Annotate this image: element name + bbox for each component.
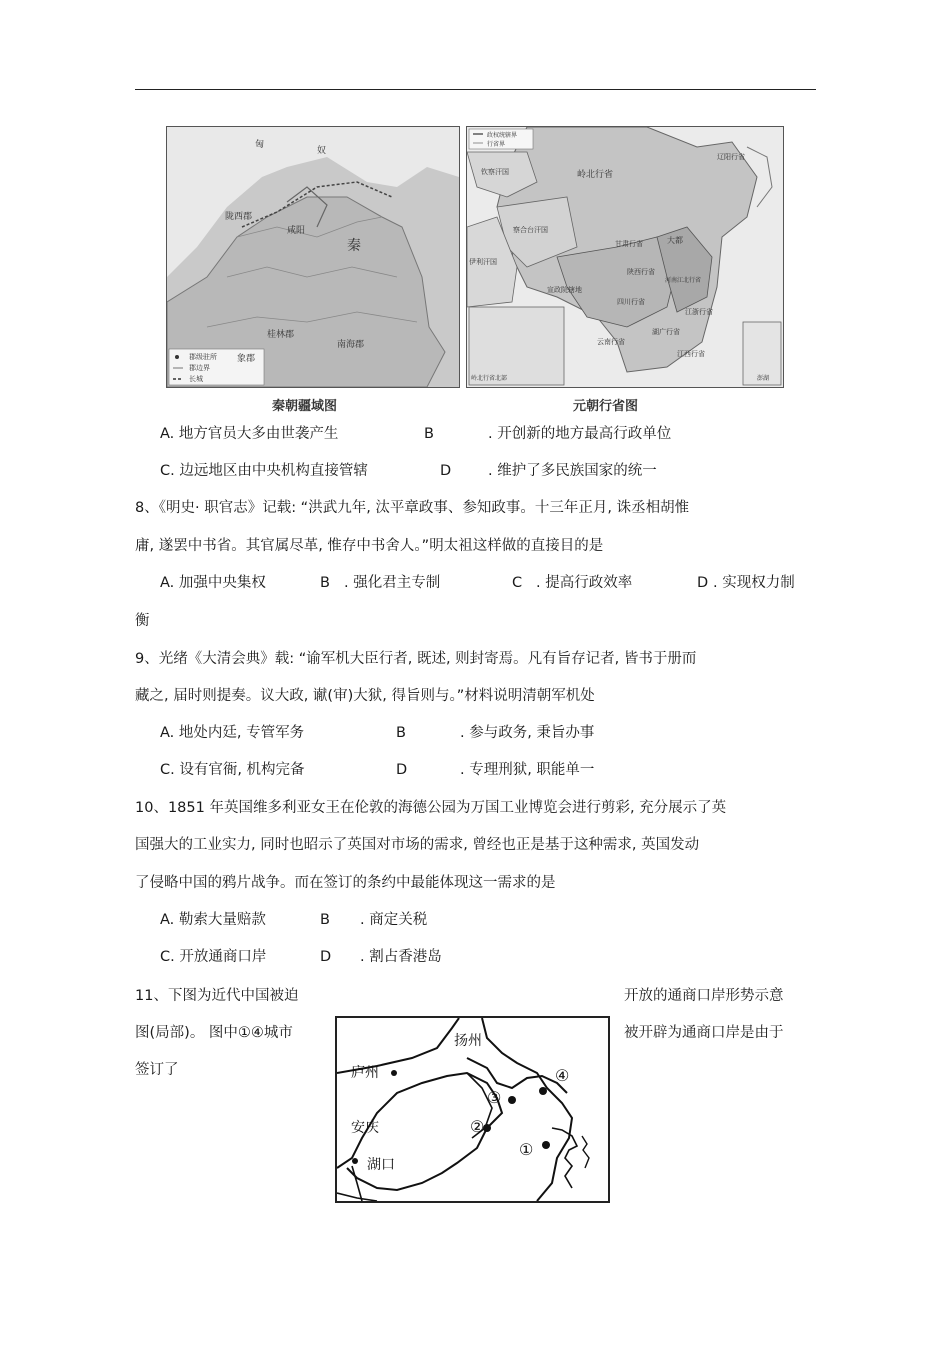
yuan-label-9: 四川行省 xyxy=(617,298,645,306)
qin-map-label-5: 桂林郡 xyxy=(267,330,295,340)
map-label-luzhou: 庐州 xyxy=(351,1065,379,1081)
yuan-label-10: 江浙行省 xyxy=(685,308,713,316)
map-marker-1: ① xyxy=(519,1140,534,1159)
yuan-label-1: 辽阳行省 xyxy=(717,153,745,161)
qin-territory-map xyxy=(166,126,460,388)
q10-option-b-letter: B xyxy=(320,912,330,928)
treaty-ports-map xyxy=(335,1016,610,1203)
q10-stem-line-2: 国强大的工业实力, 同时也昭示了英国对市场的需求, 曾经也正是基于这种需求, 英国发动 xyxy=(135,837,700,853)
map-marker-4: ④ xyxy=(555,1066,570,1085)
q7-option-a: A. 地方官员大多由世袭产生 xyxy=(160,426,339,442)
q7-option-b-letter: B xyxy=(424,426,434,442)
q9-option-d-letter: D xyxy=(396,762,408,778)
q8-option-a: A. 加强中央集权 xyxy=(160,575,266,591)
q9-option-b: . 参与政务, 秉旨办事 xyxy=(460,725,595,741)
q10-stem-line-1: 10、1851 年英国维多利亚女王在伦敦的海德公园为万国工业博览会进行剪彩, 充分展示了英 xyxy=(135,800,727,816)
qin-map-label-4: 秦 xyxy=(347,238,361,254)
qin-map-label-7: 南海郡 xyxy=(337,340,365,350)
q11-left-line-3: 签订了 xyxy=(135,1062,179,1078)
qin-legend-1: 郡边界 xyxy=(189,364,210,372)
q7-option-d: . 维护了多民族国家的统一 xyxy=(488,463,657,479)
q11-right-line-1: 开放的通商口岸形势示意 xyxy=(624,988,784,1004)
qin-legend-0: 郡级驻所 xyxy=(189,353,217,361)
yuan-label-8: 河南江北行省 xyxy=(665,277,702,284)
q9-option-b-letter: B xyxy=(396,725,406,741)
qin-map-label-2: 陇西郡 xyxy=(225,212,253,222)
yuan-label-4: 伊利汗国 xyxy=(469,258,497,266)
yuan-label-5: 甘肃行省 xyxy=(615,240,643,248)
q8-option-d: . 实现权力制 xyxy=(713,575,795,591)
map-label-yangzhou: 扬州 xyxy=(454,1033,482,1049)
yuan-legend-0: 政权统辖界 xyxy=(487,132,518,139)
q8-stem-line-1: 8、《明史· 职官志》记载: “洪武九年, 汰平章政事、参知政事。十三年正月, 诛丞相胡惟 xyxy=(135,500,690,516)
yuan-label-15: 岭北行省北部 xyxy=(471,375,508,382)
yuan-label-11: 湖广行省 xyxy=(652,328,680,336)
qin-map-label-6: 象郡 xyxy=(237,354,256,364)
qin-map-label-1: 奴 xyxy=(317,146,327,156)
q7-option-d-letter: D xyxy=(440,463,452,479)
q7-option-c: C. 边远地区由中央机构直接管辖 xyxy=(160,463,368,479)
qin-map-graphic xyxy=(167,127,459,387)
q8-option-b-letter: B xyxy=(320,575,330,591)
q10-option-b: . 商定关税 xyxy=(360,912,428,928)
map-label-anqing: 安庆 xyxy=(351,1120,379,1136)
yuan-label-0: 岭北行省 xyxy=(577,170,614,180)
qin-legend-2: 长城 xyxy=(189,375,203,383)
qin-map-caption: 秦朝疆域图 xyxy=(272,399,338,414)
q9-stem-line-1: 9、光绪《大清会典》载: “谕军机大臣行者, 既述, 则封寄焉。凡有旨存记者, 皆书于册而 xyxy=(135,651,697,667)
map-label-hukou: 湖口 xyxy=(367,1157,395,1173)
yuan-label-2: 钦察汗国 xyxy=(481,168,509,176)
q9-option-d: . 专理刑狱, 职能单一 xyxy=(460,762,595,778)
q11-left-line-1: 11、下图为近代中国被迫 xyxy=(135,988,299,1004)
q8-option-d-continued: 衡 xyxy=(135,613,150,629)
q8-option-b: . 强化君主专制 xyxy=(344,575,441,591)
q7-option-b: . 开创新的地方最高行政单位 xyxy=(488,426,672,442)
yuan-legend-1: 行省界 xyxy=(487,141,506,148)
yuan-label-13: 江西行省 xyxy=(677,350,705,358)
q10-option-a: A. 勒索大量赔款 xyxy=(160,912,266,928)
yuan-label-16: 澎湖 xyxy=(757,375,770,382)
q9-stem-line-2: 藏之, 届时则提奏。议大政, 谳(审)大狱, 得旨则与。”材料说明清朝军机处 xyxy=(135,688,595,704)
q8-option-c-letter: C xyxy=(512,575,523,591)
header-rule xyxy=(135,89,816,90)
yuan-map-caption: 元朝行省图 xyxy=(573,399,639,414)
q9-option-a: A. 地处内廷, 专管军务 xyxy=(160,725,305,741)
q8-option-d-letter: D xyxy=(697,575,709,591)
yuan-label-6: 大都 xyxy=(667,236,683,245)
q10-option-d-letter: D xyxy=(320,949,332,965)
qin-map-label-0: 匈 xyxy=(255,140,265,150)
yuan-label-14: 宣政院辖地 xyxy=(547,286,582,294)
yuan-label-12: 云南行省 xyxy=(597,338,625,346)
map-marker-3: ③ xyxy=(487,1088,502,1107)
q9-option-c: C. 设有官衙, 机构完备 xyxy=(160,762,305,778)
q10-option-d: . 割占香港岛 xyxy=(360,949,442,965)
map-marker-2: ② xyxy=(470,1117,485,1136)
yuan-label-3: 察合台汗国 xyxy=(513,226,548,234)
q11-left-line-2: 图(局部)。 图中①④城市 xyxy=(135,1025,293,1041)
q11-right-line-2: 被开辟为通商口岸是由于 xyxy=(624,1025,784,1041)
q8-option-c: . 提高行政效率 xyxy=(536,575,633,591)
yuan-map-graphic xyxy=(467,127,783,387)
q10-option-c: C. 开放通商口岸 xyxy=(160,949,267,965)
qin-map-label-3: 咸阳 xyxy=(287,226,306,236)
q10-stem-line-3: 了侵略中国的鸦片战争。而在签订的条约中最能体现这一需求的是 xyxy=(135,875,556,891)
q8-stem-line-2: 庸, 遂罢中书省。其官属尽革, 惟存中书舍人。”明太祖这样做的直接目的是 xyxy=(135,538,604,554)
yuan-label-7: 陕西行省 xyxy=(627,268,655,276)
yuan-province-map xyxy=(466,126,784,388)
